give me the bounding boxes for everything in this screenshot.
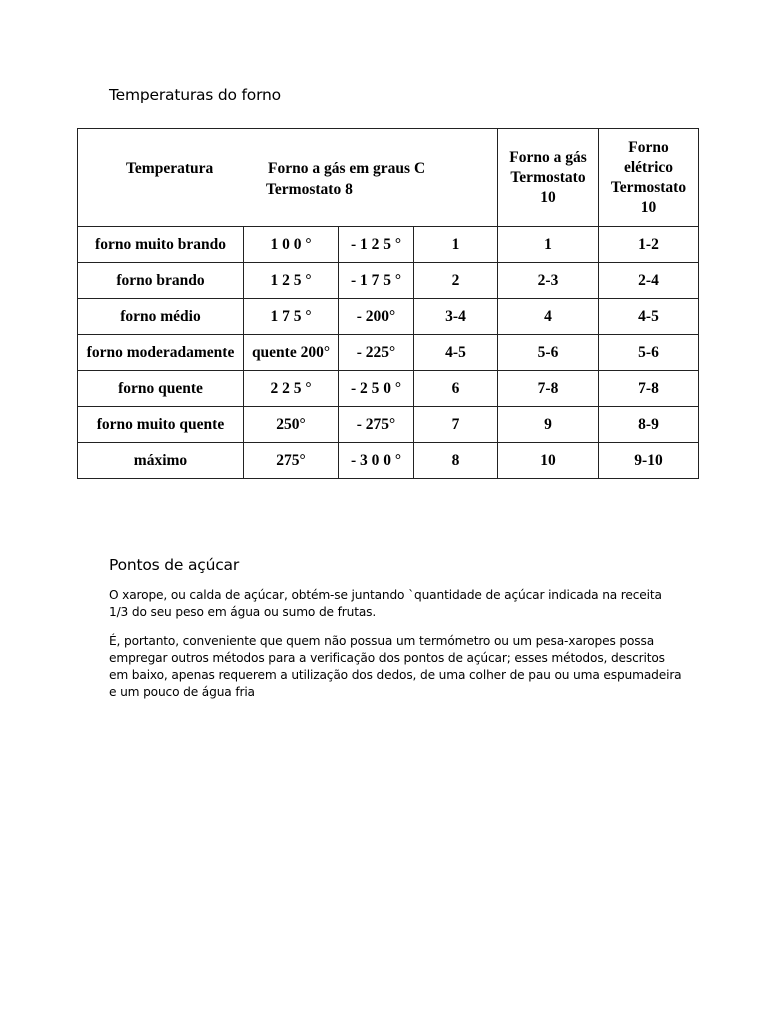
paragraph-line: 1/3 do seu peso em água ou sumo de frutas. bbox=[109, 605, 377, 619]
cell-termostato-8: 6 bbox=[414, 371, 498, 407]
header-gas-celsius: Forno a gás em graus C bbox=[268, 160, 426, 177]
cell-temp-to: - 1 2 5 ° bbox=[339, 227, 414, 263]
paragraph-line: empregar outros métodos para a verificação dos pontos de açúcar; esses métodos, descritos bbox=[109, 651, 665, 665]
cell-gas-termostato-10: 7-8 bbox=[498, 371, 599, 407]
paragraph-line: em baixo, apenas requerem a utilização dos dedos, de uma colher de pau ou uma espumadeira bbox=[109, 668, 682, 682]
cell-oven-level: forno brando bbox=[78, 263, 244, 299]
cell-temp-to: - 1 7 5 ° bbox=[339, 263, 414, 299]
table-row bbox=[78, 227, 699, 263]
cell-oven-level: forno quente bbox=[78, 371, 244, 407]
oven-temperature-table bbox=[77, 128, 699, 479]
header-temperatura: Temperatura bbox=[126, 160, 214, 177]
header-line: 10 bbox=[640, 198, 657, 216]
header-cell-temperature-gas bbox=[78, 129, 498, 227]
header-line: elétrico bbox=[623, 158, 674, 176]
paragraph-syrup bbox=[109, 587, 669, 621]
table-row bbox=[78, 335, 699, 371]
cell-temp-from: quente 200° bbox=[244, 335, 339, 371]
cell-gas-termostato-10: 4 bbox=[498, 299, 599, 335]
table-row bbox=[78, 263, 699, 299]
table-row bbox=[78, 371, 699, 407]
paragraph-line: O xarope, ou calda de açúcar, obtém-se juntando `quantidade de açúcar indicada na receita bbox=[109, 588, 662, 602]
table-row bbox=[78, 407, 699, 443]
cell-electric-termostato-10: 1-2 bbox=[599, 227, 699, 263]
cell-electric-termostato-10: 5-6 bbox=[599, 335, 699, 371]
cell-electric-termostato-10: 7-8 bbox=[599, 371, 699, 407]
cell-temp-to: - 275° bbox=[339, 407, 414, 443]
cell-termostato-8: 2 bbox=[414, 263, 498, 299]
cell-temp-from: 1 0 0 ° bbox=[244, 227, 339, 263]
cell-termostato-8: 8 bbox=[414, 443, 498, 479]
header-cell-electric-termostato-10 bbox=[599, 129, 699, 227]
cell-temp-to: - 200° bbox=[339, 299, 414, 335]
cell-gas-termostato-10: 1 bbox=[498, 227, 599, 263]
cell-oven-level: forno médio bbox=[78, 299, 244, 335]
cell-electric-termostato-10: 4-5 bbox=[599, 299, 699, 335]
header-termostato-8: Termostato 8 bbox=[266, 181, 353, 198]
cell-electric-termostato-10: 9-10 bbox=[599, 443, 699, 479]
cell-temp-from: 250° bbox=[244, 407, 339, 443]
cell-termostato-8: 7 bbox=[414, 407, 498, 443]
cell-electric-termostato-10: 2-4 bbox=[599, 263, 699, 299]
header-line: 10 bbox=[540, 188, 556, 206]
cell-temp-from: 275° bbox=[244, 443, 339, 479]
cell-temp-to: - 2 5 0 ° bbox=[339, 371, 414, 407]
cell-termostato-8: 1 bbox=[414, 227, 498, 263]
cell-termostato-8: 3-4 bbox=[414, 299, 498, 335]
cell-temp-to: - 225° bbox=[339, 335, 414, 371]
cell-oven-level: máximo bbox=[78, 443, 244, 479]
table-row bbox=[78, 299, 699, 335]
cell-gas-termostato-10: 9 bbox=[498, 407, 599, 443]
paragraph-line: É, portanto, conveniente que quem não possua um termómetro ou um pesa-xaropes possa bbox=[109, 634, 655, 648]
cell-oven-level: forno muito brando bbox=[78, 227, 244, 263]
cell-termostato-8: 4-5 bbox=[414, 335, 498, 371]
header-line: Forno bbox=[628, 138, 669, 156]
header-cell-gas-termostato-10 bbox=[498, 129, 599, 227]
cell-temp-from: 1 2 5 ° bbox=[244, 263, 339, 299]
header-line: Termostato bbox=[510, 168, 586, 186]
cell-electric-termostato-10: 8-9 bbox=[599, 407, 699, 443]
table-row bbox=[78, 443, 699, 479]
cell-oven-level: forno muito quente bbox=[78, 407, 244, 443]
paragraph-line: e um pouco de água fria bbox=[109, 685, 255, 699]
cell-temp-from: 1 7 5 ° bbox=[244, 299, 339, 335]
cell-temp-to: - 3 0 0 ° bbox=[339, 443, 414, 479]
section-title-sugar-points: Pontos de açúcar bbox=[109, 556, 240, 574]
cell-gas-termostato-10: 2-3 bbox=[498, 263, 599, 299]
header-line: Forno a gás bbox=[509, 148, 587, 166]
table-header-row bbox=[78, 129, 699, 227]
cell-gas-termostato-10: 5-6 bbox=[498, 335, 599, 371]
cell-gas-termostato-10: 10 bbox=[498, 443, 599, 479]
header-line: Termostato bbox=[610, 178, 687, 196]
section-title-oven-temperatures: Temperaturas do forno bbox=[109, 86, 281, 104]
cell-temp-from: 2 2 5 ° bbox=[244, 371, 339, 407]
paragraph-methods bbox=[109, 633, 682, 701]
cell-oven-level: forno moderadamente bbox=[78, 335, 244, 371]
